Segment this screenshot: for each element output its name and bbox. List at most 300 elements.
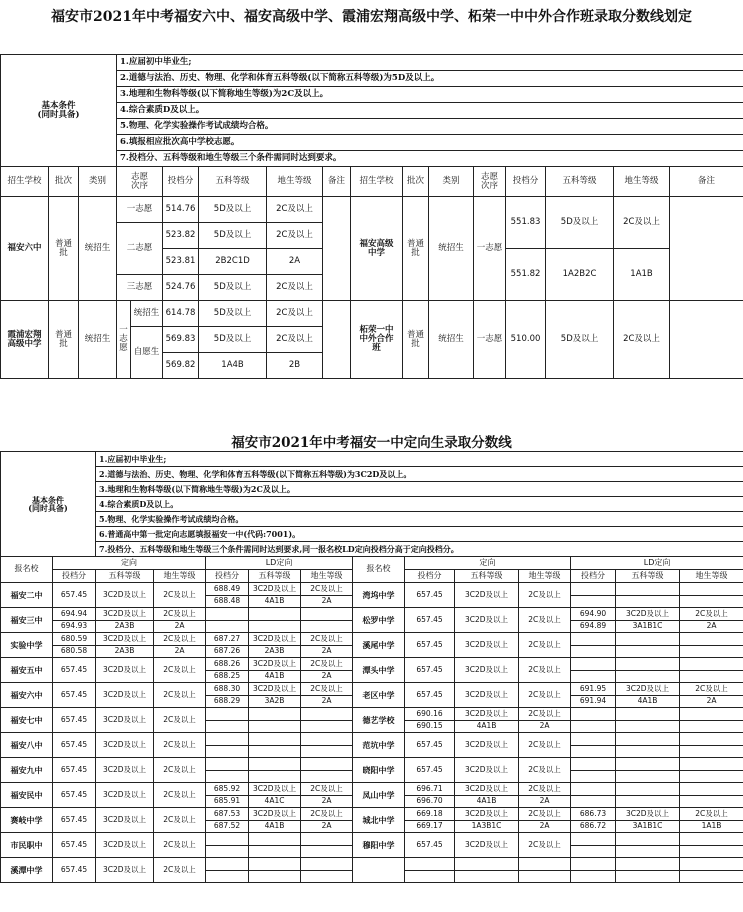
geo-grade-cell: 2A [301,695,353,708]
geo-grade-cell: 2C及以上 [154,658,206,683]
table-row [1,758,743,771]
score-cell: 688.48 [206,595,249,608]
geo-grade-cell: 2A [301,820,353,833]
geo-grade-cell: 2A [267,249,323,275]
header-cell: 地生等级 [154,570,206,583]
geo-grade-cell: 2C及以上 [519,808,571,821]
score-cell: 687.53 [206,808,249,821]
condition: 1.应届初中毕业生; [96,452,743,467]
five-grade-cell: 3C2D及以上 [455,583,519,608]
empty-cell [455,858,519,871]
score-cell: 657.45 [405,583,455,608]
header-cell: 地生等级 [301,570,353,583]
empty-cell [206,858,249,871]
subtype-cell: 统招生 [131,301,163,327]
batch-cell: 普通 批 [49,197,79,301]
geo-grade-cell: 2C及以上 [154,808,206,833]
score-cell: 685.92 [206,783,249,796]
empty-cell [301,608,353,621]
empty-cell [249,870,301,883]
remark-cell [670,301,743,379]
geo-grade-cell: 2C及以上 [519,833,571,858]
five-grade-cell: 3C2D及以上 [96,608,154,621]
score-cell: 690.16 [405,708,455,721]
empty-cell [680,833,743,846]
geo-grade-cell: 2C及以上 [154,858,206,883]
empty-cell [206,733,249,746]
header-cell: 地生等级 [267,167,323,197]
empty-cell [680,595,743,608]
five-grade-cell: 3C2D及以上 [616,808,680,821]
empty-cell [571,670,616,683]
five-grade-cell: 3C2D及以上 [96,633,154,646]
score-cell: 688.29 [206,695,249,708]
five-grade-cell: 3C2D及以上 [455,758,519,783]
header-cell: 志愿 次序 [474,167,506,197]
score-cell: 657.45 [53,658,96,683]
empty-cell [301,733,353,746]
empty-cell [571,745,616,758]
school-name: 穆阳中学 [353,833,405,858]
empty-cell [519,858,571,871]
header-cell: 投档分 [506,167,546,197]
empty-cell [249,845,301,858]
score-cell: 657.45 [405,658,455,683]
geo-grade-cell: 2C及以上 [301,633,353,646]
geo-grade-cell: 2C及以上 [519,783,571,796]
empty-cell [680,670,743,683]
empty-cell [206,745,249,758]
header-cell: 五科等级 [455,570,519,583]
volunteer-cell: 一志愿 [474,301,506,379]
empty-cell [206,708,249,721]
score-cell: 685.91 [206,795,249,808]
five-grade-cell: 3C2D及以上 [96,583,154,608]
score-cell: 694.94 [53,608,96,621]
five-grade-cell: 4A1C [249,795,301,808]
empty-cell [249,758,301,771]
header-cell: 报名校 [353,557,405,583]
empty-cell [680,633,743,646]
score-cell: 657.45 [405,733,455,758]
five-grade-cell: 3C2D及以上 [249,633,301,646]
score-cell: 514.76 [163,197,199,223]
empty-cell [571,708,616,721]
empty-cell [680,758,743,771]
condition: 2.道德与法治、历史、物理、化学和体育五科等级(以下简称五科等级)为5D及以上。 [117,71,743,87]
score-cell: 523.82 [163,223,199,249]
empty-cell [571,733,616,746]
geo-grade-cell: 2A [680,620,743,633]
header-cell: 定向 [405,557,571,570]
empty-cell [249,833,301,846]
type-cell: 统招生 [79,197,117,301]
remark-cell [670,197,743,301]
school-name: 实验中学 [1,633,53,658]
five-grade-cell: 3C2D及以上 [616,608,680,621]
geo-grade-cell: 2A [680,695,743,708]
empty-cell [249,608,301,621]
school-name: 松罗中学 [353,608,405,633]
school-name: 福安八中 [1,733,53,758]
geo-grade-cell: 2C及以上 [301,808,353,821]
school-name: 赛岐中学 [1,808,53,833]
score-cell: 657.45 [53,583,96,608]
empty-cell [249,708,301,721]
table1-title: 福安市2021年中考福安六中、福安高级中学、霞浦宏翔高级中学、柘荣一中中外合作班录取分数线划定 [51,9,692,25]
five-grade-cell: 1A4B [199,353,267,379]
geo-grade-cell: 2C及以上 [519,758,571,783]
geo-grade-cell: 2C及以上 [154,783,206,808]
school-name: 福安民中 [1,783,53,808]
empty-cell [616,770,680,783]
geo-grade-cell: 2C及以上 [154,683,206,708]
condition: 3.地理和生物科等级(以下简称地生等级)为2C及以上。 [96,482,743,497]
empty-cell [680,733,743,746]
school-name: 霞浦宏翔 高级中学 [1,301,49,379]
score-cell: 614.78 [163,301,199,327]
score-cell: 524.76 [163,275,199,301]
score-cell: 694.93 [53,620,96,633]
school-name: 福安七中 [1,708,53,733]
empty-cell [301,845,353,858]
empty-cell [301,720,353,733]
five-grade-cell: 3C2D及以上 [455,658,519,683]
five-grade-cell: 3C2D及以上 [455,608,519,633]
empty-cell [301,620,353,633]
score-cell: 688.25 [206,670,249,683]
score-cell: 523.81 [163,249,199,275]
geo-grade-cell: 2C及以上 [614,197,670,249]
score-cell: 696.71 [405,783,455,796]
empty-cell [405,870,455,883]
five-grade-cell: 3C2D及以上 [96,708,154,733]
score-cell: 691.95 [571,683,616,696]
school-name: 溪潭中学 [1,858,53,883]
type-cell: 统招生 [79,301,117,379]
score-cell: 510.00 [506,301,546,379]
empty-cell [616,670,680,683]
geo-grade-cell: 1A1B [614,249,670,301]
five-grade-cell: 1A3B1C [455,820,519,833]
geo-grade-cell: 2C及以上 [680,683,743,696]
geo-grade-cell: 2C及以上 [301,683,353,696]
school-name: 湾坞中学 [353,583,405,608]
empty-cell [249,770,301,783]
table-row [1,783,743,796]
empty-cell [249,858,301,871]
empty-cell [571,758,616,771]
condition: 5.物理、化学实验操作考试成绩均合格。 [96,512,743,527]
five-grade-cell: 2A3B [96,645,154,658]
geo-grade-cell: 2C及以上 [519,583,571,608]
score-cell: 657.45 [53,858,96,883]
condition: 3.地理和生物科等级(以下简称地生等级)为2C及以上。 [117,87,743,103]
score-cell: 657.45 [405,833,455,858]
school-name: 德艺学校 [353,708,405,733]
school-name: 晓阳中学 [353,758,405,783]
volunteer-cell: 三志愿 [117,275,163,301]
score-cell: 680.58 [53,645,96,658]
empty-cell [680,783,743,796]
empty-cell [616,583,680,596]
geo-grade-cell: 2C及以上 [301,658,353,671]
geo-grade-cell: 2C及以上 [154,633,206,646]
empty-cell [616,658,680,671]
geo-grade-cell: 2C及以上 [154,733,206,758]
five-grade-cell: 3C2D及以上 [96,833,154,858]
score-cell: 657.45 [405,683,455,708]
empty-cell [616,645,680,658]
header-cell: 类别 [429,167,474,197]
five-grade-cell: 5D及以上 [199,327,267,353]
score-cell: 687.52 [206,820,249,833]
empty-cell [616,795,680,808]
geo-grade-cell: 2C及以上 [154,833,206,858]
empty-cell [680,645,743,658]
geo-grade-cell: 2C及以上 [519,608,571,633]
volunteer-cell: 一 志 愿 [117,301,131,379]
batch-cell: 普通 批 [403,197,429,301]
empty-cell [301,858,353,871]
table-row [1,633,743,646]
empty-cell [571,845,616,858]
empty-cell [206,720,249,733]
empty-cell [616,858,680,871]
volunteer-cell: 一志愿 [474,197,506,301]
score-cell: 551.83 [506,197,546,249]
empty-cell [571,633,616,646]
five-grade-cell: 4A1B [249,670,301,683]
empty-cell [301,770,353,783]
condition: 4.综合素质D及以上。 [117,103,743,119]
five-grade-cell: 3C2D及以上 [96,858,154,883]
condition: 4.综合素质D及以上。 [96,497,743,512]
empty-cell [616,708,680,721]
remark-cell [323,197,351,301]
empty-cell [616,833,680,846]
five-grade-cell: 4A1B [455,720,519,733]
geo-grade-cell: 2A [519,795,571,808]
score-cell: 657.45 [405,758,455,783]
empty-cell [206,758,249,771]
empty-cell [680,870,743,883]
geo-grade-cell: 2C及以上 [519,633,571,658]
score-cell: 690.15 [405,720,455,733]
five-grade-cell: 3C2D及以上 [96,658,154,683]
geo-grade-cell: 2C及以上 [267,223,323,249]
empty-cell [206,845,249,858]
table-row [1,658,743,671]
school-name: 柘荣一中 中外合作 班 [351,301,403,379]
score-cell: 657.45 [53,783,96,808]
geo-grade-cell: 2A [519,720,571,733]
score-cell: 687.27 [206,633,249,646]
school-name: 福安二中 [1,583,53,608]
header-cell: 志愿 次序 [117,167,163,197]
empty-cell [206,833,249,846]
empty-cell [519,870,571,883]
score-cell: 696.70 [405,795,455,808]
geo-grade-cell: 2A [301,795,353,808]
school-name: 城北中学 [353,808,405,833]
header-cell: 备注 [323,167,351,197]
subtype-cell: 自愿生 [131,327,163,379]
empty-cell [206,770,249,783]
empty-cell [680,745,743,758]
empty-cell [616,720,680,733]
empty-cell [455,870,519,883]
geo-grade-cell: 2A [154,645,206,658]
header-cell: 投档分 [405,570,455,583]
empty-cell [571,833,616,846]
empty-cell [616,783,680,796]
five-grade-cell: 5D及以上 [199,275,267,301]
empty-cell [249,620,301,633]
score-cell: 551.82 [506,249,546,301]
empty-cell [571,658,616,671]
empty-cell [616,733,680,746]
five-grade-cell: 5D及以上 [199,301,267,327]
empty-cell [616,845,680,858]
header-cell: 类别 [79,167,117,197]
empty-cell [301,758,353,771]
table-row [1,733,743,746]
header-cell: 地生等级 [519,570,571,583]
score-cell: 669.17 [405,820,455,833]
five-grade-cell: 3C2D及以上 [249,658,301,671]
score-cell: 686.73 [571,808,616,821]
header-cell: 地生等级 [680,570,743,583]
empty-cell [616,633,680,646]
empty-cell [301,833,353,846]
school-name: 福安高级 中学 [351,197,403,301]
score-cell: 688.49 [206,583,249,596]
five-grade-cell: 4A1B [455,795,519,808]
condition: 6.填报相应批次高中学校志愿。 [117,135,743,151]
five-grade-cell: 3C2D及以上 [249,583,301,596]
empty-cell [680,858,743,871]
five-grade-cell: 4A1B [616,695,680,708]
geo-grade-cell: 2C及以上 [301,783,353,796]
empty-cell [249,733,301,746]
five-grade-cell: 3C2D及以上 [616,683,680,696]
score-cell: 657.45 [405,633,455,658]
table-row [1,583,743,596]
empty-cell [571,858,616,871]
school-name: 福安五中 [1,658,53,683]
empty-cell [571,783,616,796]
empty-cell [616,758,680,771]
geo-grade-cell: 2C及以上 [154,608,206,621]
empty-cell [301,745,353,758]
empty-cell [616,870,680,883]
geo-grade-cell: 2C及以上 [267,275,323,301]
header-cell: 招生学校 [351,167,403,197]
volunteer-cell: 一志愿 [117,197,163,223]
header-cell: LD定向 [571,557,743,570]
condition: 6.普通高中第一批定向志愿填报福安一中(代码:7001)。 [96,527,743,542]
score-cell: 657.45 [53,833,96,858]
geo-grade-cell: 2A [301,670,353,683]
score-cell: 694.89 [571,620,616,633]
score-cell: 657.45 [53,758,96,783]
score-cell: 688.26 [206,658,249,671]
geo-grade-cell: 2C及以上 [519,658,571,683]
header-cell: 投档分 [163,167,199,197]
header-cell: 招生学校 [1,167,49,197]
geo-grade-cell: 2C及以上 [267,301,323,327]
type-cell: 统招生 [429,301,474,379]
school-name: 老区中学 [353,683,405,708]
five-grade-cell: 3C2D及以上 [96,733,154,758]
volunteer-cell: 二志愿 [117,223,163,275]
school-name: 市民职中 [1,833,53,858]
header-cell: 五科等级 [96,570,154,583]
empty-cell [680,708,743,721]
empty-cell [249,720,301,733]
geo-grade-cell: 2C及以上 [519,733,571,758]
header-cell: 五科等级 [546,167,614,197]
five-grade-cell: 5D及以上 [546,197,614,249]
header-cell: LD定向 [206,557,353,570]
table-row [1,808,743,821]
score-cell: 694.90 [571,608,616,621]
empty-cell [571,795,616,808]
empty-cell [680,658,743,671]
geo-grade-cell: 2C及以上 [301,583,353,596]
five-grade-cell: 2B2C1D [199,249,267,275]
condition: 2.道德与法治、历史、物理、化学和体育五科等级(以下简称五科等级)为3C2D及以上。 [96,467,743,482]
basic-conditions-label: 基本条件 (同时具备) [1,452,96,557]
school-name: 福安六中 [1,683,53,708]
score-cell: 680.59 [53,633,96,646]
five-grade-cell: 3C2D及以上 [96,808,154,833]
condition: 1.应届初中毕业生; [117,55,743,71]
school-name: 凤山中学 [353,783,405,808]
score-cell: 688.30 [206,683,249,696]
empty-cell [680,770,743,783]
geo-grade-cell: 2C及以上 [680,608,743,621]
score-cell: 657.45 [405,608,455,633]
empty-cell [680,845,743,858]
score-cell: 657.45 [53,683,96,708]
geo-grade-cell: 1A1B [680,820,743,833]
five-grade-cell: 3C2D及以上 [455,783,519,796]
five-grade-cell: 5D及以上 [199,223,267,249]
empty-cell [249,745,301,758]
school-name: 福安三中 [1,608,53,633]
header-cell: 投档分 [53,570,96,583]
empty-cell [616,595,680,608]
empty-cell [680,720,743,733]
empty-cell [353,858,405,883]
header-cell: 定向 [53,557,206,570]
table1 [0,54,743,379]
empty-cell [571,583,616,596]
empty-cell [206,620,249,633]
empty-cell [571,645,616,658]
five-grade-cell: 5D及以上 [546,301,614,379]
table-row [1,608,743,621]
header-cell: 投档分 [571,570,616,583]
geo-grade-cell: 2C及以上 [680,808,743,821]
header-cell: 地生等级 [614,167,670,197]
score-cell: 669.18 [405,808,455,821]
empty-cell [571,720,616,733]
header-cell: 备注 [670,167,743,197]
table-row [1,708,743,721]
